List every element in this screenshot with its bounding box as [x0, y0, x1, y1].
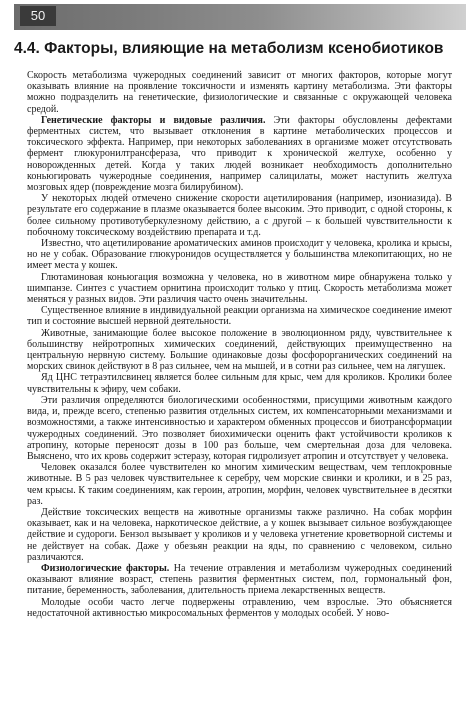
- paragraph: [27, 462, 452, 507]
- paragraph-text: Животные, занимающие более высокое положение в эволюционном ряду, чувствительнее к большинству нейротропных химических соединений, действующих преимущественно на центральную нервную систему. Большие одинаковые дозы фосфорорганических соединений на морских свинок действуют в 8 раз сильнее, чем на мышей, и в сотни раз сильнее, чем на лягушек.: [27, 327, 452, 373]
- paragraph-text: Известно, что ацетилирование ароматических аминов происходит у человека, кролика и крысы, но не у собак. Образование глюкуронидов осуществляется у большинства млекопитающих, но не имеет места у кошек.: [27, 238, 452, 272]
- paragraph-text: Глютаминовая коньюгация возможна у человека, но в животном мире обнаружена только у шимпанзе. Синтез с участием орнитина происходит только у птиц. Скорость метаболизма может меняться у разных видов. Эти различия часто очень значительны.: [27, 271, 452, 306]
- paragraph-text: На течение отравления и метаболизм чужеродных соединений оказывают влияние возраст, степень развития ферментных систем, пол, гормональный фон, питание, беременность, заболевания, длительность приема лекарственных веществ.: [27, 562, 452, 597]
- paragraph-text: Молодые особи часто легче подвержены отравлению, чем взрослые. Это объясняется недостаточной активностью микросомальных ферментов у молодых особей. У ново-: [27, 596, 452, 619]
- paragraph: [27, 597, 452, 619]
- paragraph: [27, 372, 452, 394]
- paragraph-lead: Генетические факторы и видовые различия.: [41, 114, 266, 126]
- paragraph-text: Действие токсических веществ на животные организмы также различно. На собак морфин оказывает, как и на человека, наркотическое действие, а у кошек вызывает сильное возбуждающее действие и судороги. Бензол вызывает у кроликов и у человека угнетение кроветворной системы и не действует на собак. Даже у обезьян реакции на яды, по сравнению с человеком, сильно различаются.: [27, 506, 452, 563]
- section-title: 4.4. Факторы, влияющие на метаболизм ксенобиотиков: [14, 40, 444, 57]
- paragraph: [27, 193, 452, 238]
- paragraph: [27, 70, 452, 115]
- page-number: 50: [20, 6, 56, 26]
- running-header: [14, 4, 466, 30]
- paragraph: [27, 563, 452, 597]
- paragraph: [27, 507, 452, 563]
- paragraph: [27, 305, 452, 327]
- paragraph-text: У некоторых людей отмечено снижение скорости ацетилирования (например, изониазида). В результате его содержание в плазме оказывается более высоким. Это приводит, с одной стороны, к более сильному противотуберкулезному действию, а с другой – к большей чувствительности к побочному токсическому воздействию препарата и т.д.: [27, 193, 452, 238]
- paragraph: [27, 115, 452, 193]
- paragraph-lead: Физиологические факторы.: [41, 562, 170, 574]
- paragraph-text: Эти различия определяются биологическими особенностями, присущими животным каждого вида, и, прежде всего, степенью развития отдельных систем, их компенсаторными механизмами и возможностями, а также интенсивностью и характером обменных процессов и биотрансформации чужеродных соединений. Это позволяет биохимически оценить факт устойчивости кроликов к атропину, которые переносят дозы в 100 раз больше, чем смертельная доза для человека. Выяснено, что их кровь содержит эстеразу, которая гидролизует атропин и отсутствует у человека.: [27, 394, 452, 462]
- paragraph: [27, 328, 452, 373]
- paragraph: [27, 272, 452, 306]
- paragraph-text: Человек оказался более чувствителен ко многим химическим веществам, чем теплокровные животные. В 5 раз человек чувствительнее к серебру, чем морские свинки и кролики, и в 25 раз, чем крысы. К таким соединениям, как героин, атропин, морфин, человек чувствительнее в десятки раз.: [27, 462, 452, 507]
- paragraph-text: Яд ЦНС тетраэтилсвинец является более сильным для крыс, чем для кроликов. Кролики более чувствительны к эфиру, чем собаки.: [27, 372, 452, 395]
- paragraph: [27, 395, 452, 462]
- paragraph: [27, 238, 452, 272]
- body-text: [27, 70, 452, 619]
- paragraph-text: Эти факторы обусловлены дефектами ферментных систем, что вызывает отклонения в картине метаболических процессов и токсического эффекта. Например, при некоторых заболеваниях в организме может отсутствовать фермент глюкуронилтрансфераза, что приводит к хронической желтухе, особенно у новорожденных детей. Когда у таких людей возникает необходимость дополнительно коньюгировать чужеродные соединения, например салицилаты, может наступить желтуха мозговых ядер (повреждение мозга билирубином).: [27, 114, 452, 194]
- paragraph-text: Скорость метаболизма чужеродных соединений зависит от многих факторов, которые могут оказывать влияние на проявление токсичности и изменять картину метаболизма. Эти факторы можно подразделить на генетические, физиологические и связанные с окружающей человека средой.: [27, 70, 452, 115]
- paragraph-text: Существенное влияние в индивидуальной реакции организма на химическое соединение имеют тип и состояние высшей нервной деятельности.: [27, 305, 452, 328]
